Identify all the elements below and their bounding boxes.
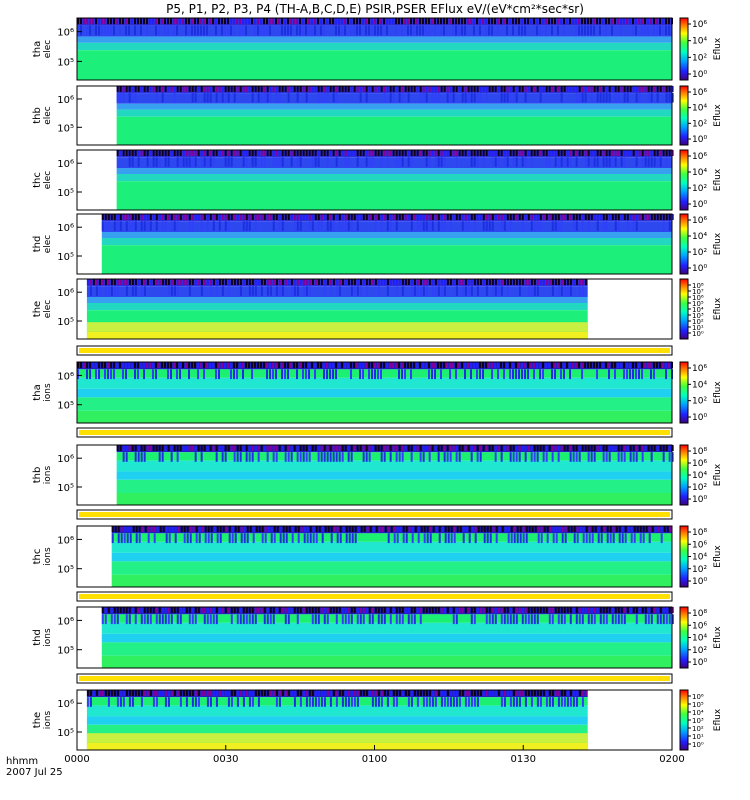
heatmap-band [117, 174, 672, 181]
colorbar-tick-label: 10⁶ [692, 216, 708, 226]
colorbar-tick-label: 10⁶ [692, 364, 708, 374]
y-tick-label: 10⁵ [57, 252, 74, 263]
colorbar-tick-label: 10² [692, 564, 708, 575]
panel-probe-label: thd [32, 235, 43, 253]
status-bar [79, 512, 670, 517]
heatmap-band [112, 575, 672, 587]
heatmap-band [117, 110, 672, 117]
colorbar-tick-label: 10² [692, 396, 708, 407]
y-tick-label: 10⁶ [57, 159, 74, 171]
colorbar-tick-label: 10⁶ [692, 20, 708, 30]
x-tick-label: 0130 [510, 754, 536, 765]
colorbar-tick-label: 10⁵ [692, 701, 704, 709]
colorbar-label: Eflux [713, 381, 723, 404]
colorbar-tick-label: 10⁸ [692, 609, 708, 619]
panel-species-label: elec [43, 106, 53, 125]
colorbar [680, 279, 688, 339]
heatmap-band [112, 542, 672, 553]
colorbar-tick-label: 10⁴ [692, 633, 708, 644]
panel-probe-label: thb [32, 466, 43, 484]
heatmap-band [117, 168, 672, 174]
y-tick-label: 10⁵ [57, 123, 74, 135]
colorbar-tick-label: 10⁰ [692, 413, 708, 423]
colorbar-label: Eflux [713, 168, 723, 192]
colorbar [680, 86, 688, 145]
colorbar-label: Eflux [713, 232, 723, 256]
y-tick-label: 10⁵ [57, 564, 74, 576]
y-tick-label: 10⁶ [57, 288, 74, 300]
panel-probe-label: thc [32, 172, 43, 188]
panel-species-label: ions [43, 628, 53, 647]
colorbar-tick-label: 10⁶ [692, 152, 708, 162]
status-bar [79, 430, 670, 435]
colorbar-tick-label: 10⁶ [692, 621, 708, 632]
x-tick-label: 0100 [361, 754, 388, 765]
heatmap-band [112, 561, 672, 574]
colorbar-tick-label: 10⁸ [692, 282, 704, 290]
x-tick-label: 0030 [213, 754, 239, 765]
colorbar [680, 214, 688, 274]
colorbar-label: Eflux [713, 37, 723, 61]
x-tick-label: 0200 [659, 754, 685, 765]
colorbar-label: Eflux [713, 626, 723, 649]
x-axis-date: 2007 Jul 25 [6, 767, 63, 778]
colorbar-tick-label: 10² [692, 53, 708, 64]
heatmap-band [87, 743, 588, 750]
colorbar-tick-label: 10² [692, 119, 708, 130]
colorbar-tick-label: 10¹ [692, 324, 704, 332]
heatmap-band [87, 706, 588, 717]
heatmap-band [87, 303, 588, 310]
panel-probe-label: the [32, 300, 43, 318]
panel-species-label: elec [43, 234, 53, 254]
panel-species-label: ions [43, 547, 53, 566]
heatmap-band [117, 461, 672, 472]
panel-species-label: ions [43, 710, 53, 730]
colorbar-tick-label: 10⁶ [692, 294, 704, 302]
heatmap-band [77, 389, 672, 398]
heatmap-band [102, 642, 672, 655]
colorbar-tick-label: 10⁴ [692, 709, 704, 717]
panel-probe-label: thc [32, 548, 43, 565]
status-bar [79, 594, 670, 599]
heatmap-band [112, 553, 672, 562]
heatmap-band [87, 733, 588, 743]
colorbar-tick-label: 10¹ [692, 733, 704, 741]
colorbar [680, 445, 688, 505]
colorbar-label: Eflux [713, 463, 723, 487]
heatmap-band [77, 411, 672, 423]
colorbar [680, 362, 688, 423]
y-tick-label: 10⁶ [57, 94, 74, 106]
colorbar-tick-label: 10⁴ [692, 306, 704, 314]
y-tick-label: 10⁵ [57, 400, 74, 412]
colorbar-tick-label: 10² [692, 483, 708, 493]
heatmap-band [102, 245, 672, 274]
figure-title: P5, P1, P2, P3, P4 (TH-A,B,C,D,E) PSIR,PSER EFlux eV/(eV*cm²*sec*sr) [166, 2, 584, 16]
heatmap-band [77, 50, 672, 80]
panel-tha-ions [32, 362, 723, 423]
panel-species-label: elec [43, 170, 53, 190]
heatmap-band [77, 397, 672, 410]
colorbar-tick-label: 10⁴ [692, 380, 708, 391]
colorbar [680, 607, 688, 668]
panel-probe-label: thd [32, 629, 43, 646]
panel-probe-label: tha [32, 40, 43, 58]
colorbar-tick-label: 10⁴ [692, 552, 708, 563]
status-bar [79, 676, 670, 681]
colorbar-tick-label: 10⁰ [692, 741, 704, 749]
colorbar-tick-label: 10² [692, 318, 704, 326]
colorbar-tick-label: 10⁰ [692, 330, 704, 338]
y-tick-label: 10⁵ [57, 645, 74, 657]
heatmap-band [87, 297, 588, 303]
panel-species-label: ions [43, 383, 53, 402]
y-tick-label: 10⁶ [57, 223, 74, 235]
colorbar-tick-label: 10⁶ [692, 693, 704, 701]
y-tick-label: 10⁵ [57, 57, 74, 69]
panel-species-label: elec [43, 299, 53, 319]
colorbar-label: Eflux [713, 104, 723, 127]
panel-thb-ions [32, 445, 723, 505]
panel-probe-label: tha [32, 384, 43, 401]
colorbar-label: Eflux [713, 545, 723, 568]
y-tick-label: 10⁶ [57, 454, 74, 466]
colorbar [680, 150, 688, 210]
colorbar-tick-label: 10⁰ [692, 658, 708, 668]
colorbar-tick-label: 10² [692, 645, 708, 656]
heatmap-band [117, 181, 672, 210]
panel-tha-elec [32, 18, 723, 80]
colorbar-tick-label: 10³ [692, 312, 704, 320]
colorbar-label: Eflux [713, 297, 723, 321]
panel-thd-ions [32, 607, 723, 668]
colorbar-tick-label: 10⁵ [692, 300, 704, 308]
y-tick-label: 10⁶ [57, 699, 74, 711]
panel-the-ions [32, 690, 723, 750]
colorbar-tick-label: 10⁶ [692, 88, 708, 98]
colorbar-tick-label: 10⁴ [692, 168, 708, 178]
colorbar-tick-label: 10⁸ [692, 447, 708, 457]
panel-species-label: elec [43, 39, 53, 59]
colorbar-tick-label: 10⁰ [692, 495, 708, 505]
colorbar-tick-label: 10² [692, 248, 708, 258]
colorbar-tick-label: 10⁶ [692, 459, 708, 469]
colorbar-label: Eflux [713, 708, 723, 732]
heatmap-band [102, 614, 672, 623]
y-tick-label: 10⁶ [57, 535, 74, 547]
colorbar [680, 690, 688, 750]
heatmap-band [87, 332, 588, 339]
colorbar-tick-label: 10⁴ [692, 471, 708, 481]
colorbar-tick-label: 10⁰ [692, 70, 708, 80]
panel-species-label: ions [43, 465, 53, 485]
heatmap-band [102, 656, 672, 668]
heatmap-band [102, 232, 672, 238]
colorbar [680, 526, 688, 587]
colorbar-tick-label: 10⁰ [692, 135, 708, 145]
panel-thd-elec [32, 214, 723, 274]
y-tick-label: 10⁵ [57, 188, 74, 199]
panel-probe-label: the [32, 711, 43, 729]
y-tick-label: 10⁵ [57, 728, 74, 739]
heatmap-band [102, 623, 672, 634]
y-tick-label: 10⁵ [57, 483, 74, 494]
status-bar [79, 348, 670, 353]
y-tick-label: 10⁶ [57, 27, 74, 39]
x-tick-label: 0000 [64, 754, 90, 765]
colorbar-tick-label: 10⁷ [692, 288, 704, 296]
panel-thc-ions [32, 526, 723, 587]
y-tick-label: 10⁶ [57, 616, 74, 628]
heatmap-band [117, 471, 672, 479]
heatmap-band [117, 104, 672, 110]
colorbar-tick-label: 10⁰ [692, 577, 708, 587]
heatmap-band [77, 43, 672, 50]
heatmap-band [102, 634, 672, 643]
panel-thc-elec [32, 150, 723, 210]
colorbar-tick-label: 10⁸ [692, 528, 708, 538]
heatmap-band [117, 480, 672, 493]
colorbar-tick-label: 10⁰ [692, 200, 708, 210]
colorbar-tick-label: 10⁴ [692, 232, 708, 242]
x-axis-label: hhmm [6, 756, 39, 767]
colorbar-tick-label: 10² [692, 725, 704, 733]
panel-the-elec [32, 279, 723, 339]
heatmap-band [102, 238, 672, 245]
colorbar-tick-label: 10⁰ [692, 264, 708, 274]
heatmap-band [87, 716, 588, 724]
heatmap-band [87, 322, 588, 332]
y-tick-label: 10⁵ [57, 317, 74, 328]
colorbar-tick-label: 10⁴ [692, 103, 708, 114]
colorbar-tick-label: 10³ [692, 717, 704, 725]
colorbar-tick-label: 10⁴ [692, 36, 708, 47]
panel-thb-elec [32, 86, 723, 145]
heatmap-band [77, 378, 672, 389]
heatmap-band [77, 37, 672, 43]
colorbar-tick-label: 10⁶ [692, 540, 708, 551]
heatmap-band [117, 117, 672, 145]
colorbar [680, 18, 688, 80]
panel-probe-label: thb [32, 107, 43, 124]
colorbar-tick-label: 10² [692, 184, 708, 194]
heatmap-band [117, 493, 672, 505]
y-tick-label: 10⁶ [57, 371, 74, 383]
